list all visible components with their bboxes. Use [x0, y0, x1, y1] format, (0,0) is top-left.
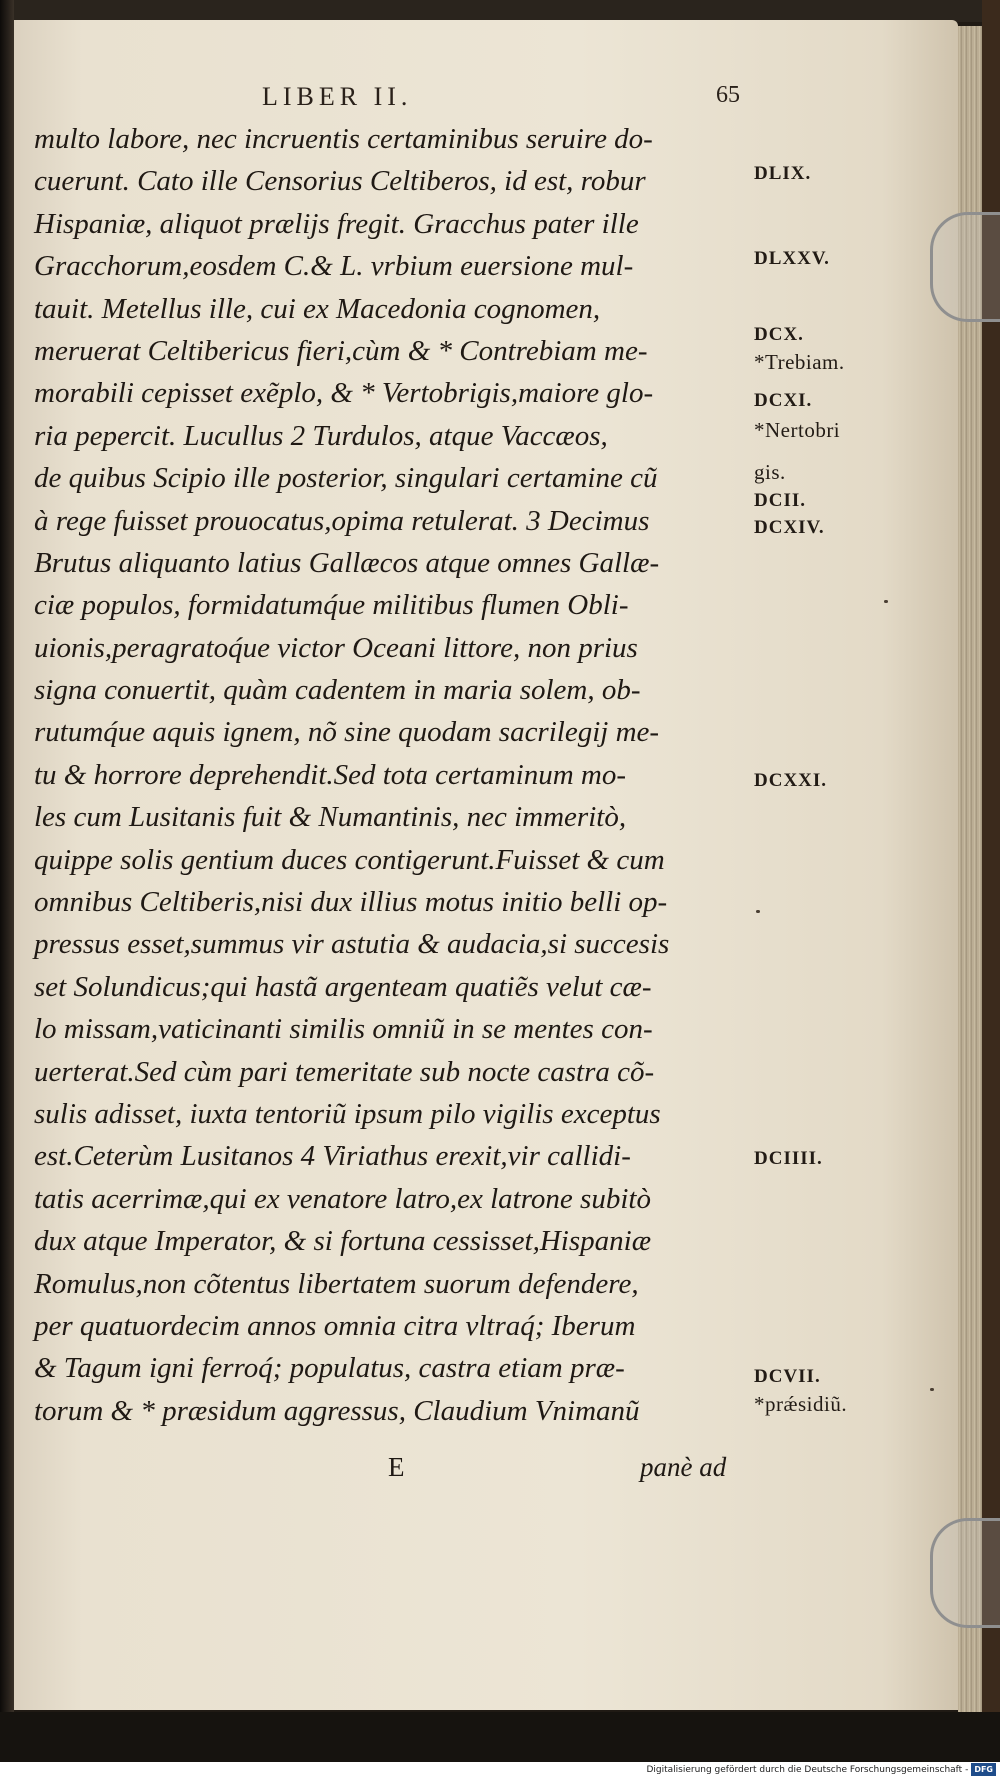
- text-line: les cum Lusitanis fuit & Numantinis, nec immeritò,: [34, 801, 627, 834]
- text-line: ciæ populos, formidatumq́ue militibus flumen Obli-: [34, 589, 629, 622]
- text-line: de quibus Scipio ille posterior, singulari certamine cũ: [34, 462, 658, 495]
- ink-speck: [884, 600, 888, 603]
- text-line: torum & * præsidum aggressus, Claudium Vnimanũ: [34, 1394, 640, 1427]
- text-line: sulis adisset, iuxta tentoriũ ipsum pilo vigilis exceptus: [34, 1097, 661, 1130]
- body-text: [34, 118, 754, 1432]
- margin-note-variant: *Nertobri: [754, 418, 841, 442]
- text-line: set Solundicus;qui hastã argenteam quatiẽs velut cæ-: [34, 970, 652, 1003]
- text-line: lo missam,vaticinanti similis omniũ in se mentes con-: [34, 1013, 653, 1046]
- text-line: rutumq́ue aquis ignem, nõ sine quodam sacrilegij me-: [34, 716, 660, 749]
- margin-note-year: DCVII.: [754, 1366, 821, 1387]
- scan-bottom-band: [0, 1712, 1000, 1762]
- text-line: uerterat.Sed cùm pari temeritate sub nocte castra cõ-: [34, 1055, 655, 1088]
- scan-clip-top: [930, 212, 1000, 322]
- text-line: per quatuordecim annos omnia citra vltraq́; Iberum: [34, 1309, 636, 1342]
- margin-note-variant: *Trebiam.: [754, 350, 845, 374]
- ink-speck: [756, 910, 760, 913]
- page-number: 65: [716, 82, 740, 108]
- margin-note-year: DCXI.: [754, 390, 813, 411]
- dfg-logo: DFG: [971, 1763, 996, 1776]
- text-line: ria pepercit. Lucullus 2 Turdulos, atque Vaccæos,: [34, 419, 608, 452]
- margin-note-variant: gis.: [754, 460, 786, 484]
- text-line: omnibus Celtiberis,nisi dux illius motus initio belli op-: [34, 886, 668, 919]
- text-line: tauit. Metellus ille, cui ex Macedonia cognomen,: [34, 292, 601, 325]
- running-head: LIBER II.: [262, 82, 413, 111]
- margin-note-year: DCXXI.: [754, 770, 828, 791]
- text-line: signa conuertit, quàm cadentem in maria solem, ob-: [34, 674, 641, 707]
- margin-note-year: DLXXV.: [754, 248, 830, 269]
- margin-note-year: DCX.: [754, 324, 804, 345]
- margin-note-year: DCXIV.: [754, 517, 825, 538]
- digitization-credit: [0, 1762, 1000, 1779]
- ink-speck: [930, 1388, 934, 1391]
- scan-clip-bottom: [930, 1518, 1000, 1628]
- text-line: Hispaniæ, aliquot prælijs fregit. Gracchus pater ille: [34, 207, 639, 240]
- text-line: Brutus aliquanto latius Gallæcos atque omnes Gallæ-: [34, 546, 660, 579]
- text-line: cuerunt. Cato ille Censorius Celtiberos, id est, robur: [34, 165, 646, 198]
- text-line: Gracchorum,eosdem C.& L. vrbium euersione mul-: [34, 250, 634, 283]
- text-line: uionis,peragratoq́ue victor Oceani littore, non prius: [34, 631, 638, 664]
- margin-note-year: DLIX.: [754, 163, 812, 184]
- text-line: à rege fuisset prouocatus,opima retulerat. 3 Decimus: [34, 504, 650, 537]
- text-line: dux atque Imperator, & si fortuna cessisset,Hispaniæ: [34, 1225, 652, 1258]
- catchword: panè ad: [640, 1452, 727, 1482]
- text-line: Romulus,non cõtentus libertatem suorum defendere,: [34, 1267, 639, 1300]
- text-line: & Tagum igni ferroq́; populatus, castra etiam præ-: [34, 1352, 625, 1385]
- spine-shadow: [0, 0, 14, 1779]
- text-line: multo labore, nec incruentis certaminibus seruire do-: [34, 123, 653, 155]
- credit-text: Digitalisierung gefördert durch die Deutsche Forschungsgemeinschaft -: [646, 1765, 969, 1775]
- text-line: meruerat Celtibericus fieri,cùm & * Contrebiam me-: [34, 334, 648, 367]
- margin-note-year: DCIIII.: [754, 1148, 823, 1169]
- text-line: morabili cepisset exẽplo, & * Vertobrigis,maiore glo-: [34, 377, 654, 410]
- margin-note-variant: *prǽsidiũ.: [754, 1392, 848, 1416]
- text-line: pressus esset,summus vir astutia & audacia,si succesis: [34, 928, 670, 961]
- text-line: est.Ceterùm Lusitanos 4 Viriathus erexit,vir callidi-: [34, 1140, 631, 1173]
- text-line: tatis acerrimæ,qui ex venatore latro,ex latrone subitò: [34, 1182, 651, 1215]
- text-line: tu & horrore deprehendit.Sed tota certaminum mo-: [34, 758, 626, 791]
- signature-mark: E: [388, 1452, 405, 1482]
- margin-notes: [754, 0, 934, 1700]
- margin-note-year: DCII.: [754, 490, 806, 511]
- text-line: quippe solis gentium duces contigerunt.Fuisset & cum: [34, 843, 665, 876]
